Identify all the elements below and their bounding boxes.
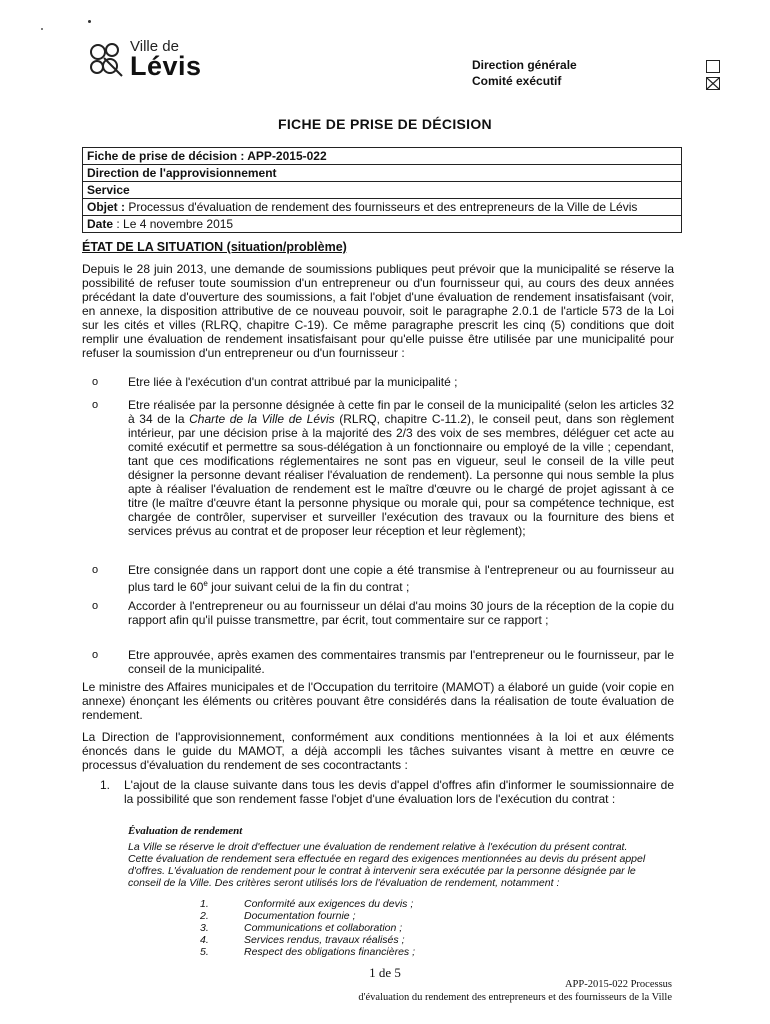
criteria-item [200, 910, 355, 922]
service-row: Service [83, 182, 681, 199]
list-item [92, 398, 674, 538]
list-item [92, 648, 674, 676]
criteria-number: 5. [200, 946, 209, 958]
bullet-marker: o [92, 564, 99, 576]
objet-label: Objet : [87, 200, 125, 214]
list-item [92, 599, 674, 627]
criteria-item [200, 922, 402, 934]
clause-text: La Ville se réserve le droit d'effectuer une évaluation de rendement relative à l'exécution du présent contrat. Cette évaluation de rendement sera effectuée en regard des exigences mentionnées au devis du présent appel d'offres. L'évaluation de rendement pour le contrat à intervenir sera exécutée par la personne désignée par le conseil de la Ville. Des critères seront utilisés lors de l'évaluation de rendement, notamment : [128, 841, 646, 889]
checked-x-icon [707, 78, 719, 89]
bullet-marker: o [92, 600, 99, 612]
comite-checkbox [706, 77, 720, 90]
list-item-text: Accorder à l'entrepreneur ou au fournisseur un délai d'au moins 30 jours de la réception de la copie du rapport afin qu'il puisse transmettre, par écrit, tout commentaire sur ce rapport ; [128, 599, 674, 627]
page-footer [358, 978, 672, 1004]
list-item-text [128, 563, 674, 594]
direction-checkbox [706, 60, 720, 73]
date-text: : Le 4 novembre 2015 [113, 217, 234, 231]
footer-line-2: d'évaluation du rendement des entrepreneurs et des fournisseurs de la Ville [358, 992, 672, 1003]
criteria-text: Respect des obligations financières ; [244, 946, 416, 958]
footer-line-1: APP-2015-022 Processus [564, 979, 672, 990]
list-item-text-part: (RLRQ, chapitre C-11.2), le conseil peut, dans son règlement intérieur, par une décision prise à la majorité des 2/3 des voix de ses membres, déléguer cet acte au comité exécutif et permettre sa sous-délégation à un fonctionnaire ou employé de la ville ; cependant, tant que ces modifications réglementaires ne sont pas en vigueur, seul le conseil de la ville peut désigner la personne devant réaliser l'évaluation de rendement). La personne qui nous semble la plus apte à réaliser l'évaluation de rendement est le maître d'œuvre ou le chargé de projet agissant à ce titre (le maître d'œuvre étant la personne physique ou morale qui, pour sa compétence technique, est chargée de contrôler, superviser et surveiller l'exécution des travaux ou la fourniture des biens et services prévus au contrat et de proposer leur réception et leur règlement); [128, 412, 675, 538]
list-item-text-part: jour suivant celui de la fin du contrat ; [207, 580, 410, 594]
paragraph-mamot: Le ministre des Affaires municipales et de l'Occupation du territoire (MAMOT) a élaboré un guide (voir copie en annexe) énonçant les éléments ou critères pouvant être considérés dans la réalisation de toute évaluation de rendement. [82, 680, 674, 722]
clause-title: Évaluation de rendement [128, 825, 243, 837]
date-label: Date [87, 217, 114, 231]
criteria-number: 4. [200, 934, 209, 946]
criteria-item [200, 946, 415, 958]
superscript: e [203, 579, 208, 588]
direction-row: Direction de l'approvisionnement [83, 165, 681, 182]
bullet-marker: o [92, 399, 99, 411]
criteria-item [200, 934, 404, 946]
list-item [92, 375, 674, 389]
charter-title: Charte de la Ville de Lévis [189, 412, 335, 426]
date-row [83, 216, 681, 232]
criteria-text: Documentation fournie ; [244, 910, 356, 922]
list-item-text [128, 398, 674, 538]
fiche-row: Fiche de prise de décision : APP-2015-022 [83, 148, 681, 165]
header-direction: Direction générale [472, 58, 577, 72]
page-number: 1 de 5 [369, 965, 401, 980]
page-title: FICHE DE PRISE DE DÉCISION [278, 116, 492, 132]
fleur-logo-icon [86, 40, 128, 80]
logo-text-ville-de: Ville de [130, 38, 179, 55]
objet-text: Processus d'évaluation de rendement des fournisseurs et des entrepreneurs de la Ville de Lévis [125, 200, 638, 214]
criteria-text: Services rendus, travaux réalisés ; [244, 934, 405, 946]
list-item-text-part: Etre réalisée par la personne désignée à cette fin par le conseil de la municipalité (selon les articles 32 à 34 de la [128, 398, 674, 426]
criteria-text: Conformité aux exigences du devis ; [244, 898, 414, 910]
list-item-text: Etre liée à l'exécution d'un contrat attribué par la municipalité ; [128, 375, 458, 389]
logo-text-levis: Lévis [130, 51, 202, 81]
bullet-marker: o [92, 649, 99, 661]
list-item [92, 563, 674, 594]
scan-speck [41, 28, 43, 30]
section-heading: ÉTAT DE LA SITUATION (situation/problème) [82, 240, 347, 254]
criteria-number: 2. [200, 910, 209, 922]
item-number: 1. [100, 778, 111, 792]
list-item-text: Etre approuvée, après examen des commentaires transmis par l'entrepreneur ou le fournisseur, par le conseil de la municipalité. [128, 648, 674, 676]
criteria-item [200, 898, 413, 910]
objet-row [83, 199, 681, 216]
numbered-item [100, 778, 674, 806]
paragraph-intro: Depuis le 28 juin 2013, une demande de soumissions publiques peut prévoir que la municipalité se réserve la possibilité de refuser toute soumission d'un entrepreneur ou d'un fournisseur qui, au cours des deux années précédant la date d'ouverture des soumissions, a fait l'objet d'une évaluation de rendement insatisfaisant (voir, en annexe, la disposition attributive de ce nouveau pouvoir, soit le paragraphe 2.0.1 de l'article 573 de la Loi sur les cités et villes (RLRQ, chapitre C-19). Ce même paragraphe prescrit les cinq (5) conditions que doit remplir une évaluation de rendement insatisfaisant pour qu'elle puisse être utilisée par une municipalité pour refuser la soumission d'un entrepreneur ou d'un fournisseur : [82, 262, 674, 360]
list-item-text-part: Etre consignée dans un rapport dont une copie a été transmise à l'entrepreneur ou au fournisseur au plus tard le 60 [128, 563, 674, 594]
scan-speck [88, 20, 91, 23]
bullet-marker: o [92, 376, 99, 388]
criteria-number: 1. [200, 898, 209, 910]
decision-info-table [82, 147, 682, 233]
item-text: L'ajout de la clause suivante dans tous les devis d'appel d'offres afin d'informer le soumissionnaire de la possibilité que son rendement fasse l'objet d'une évaluation lors de l'exécution du contrat : [124, 778, 674, 806]
header-comite: Comité exécutif [472, 74, 562, 88]
header-block [472, 57, 577, 89]
paragraph-direction: La Direction de l'approvisionnement, conformément aux conditions mentionnées à la loi et aux éléments énoncés dans le guide du MAMOT, a déjà accompli les tâches suivantes visant à mettre en œuvre ce processus d'évaluation du rendement de ses cocontractants : [82, 730, 674, 772]
criteria-text: Communications et collaboration ; [244, 922, 403, 934]
city-logo [86, 38, 226, 82]
criteria-number: 3. [200, 922, 209, 934]
